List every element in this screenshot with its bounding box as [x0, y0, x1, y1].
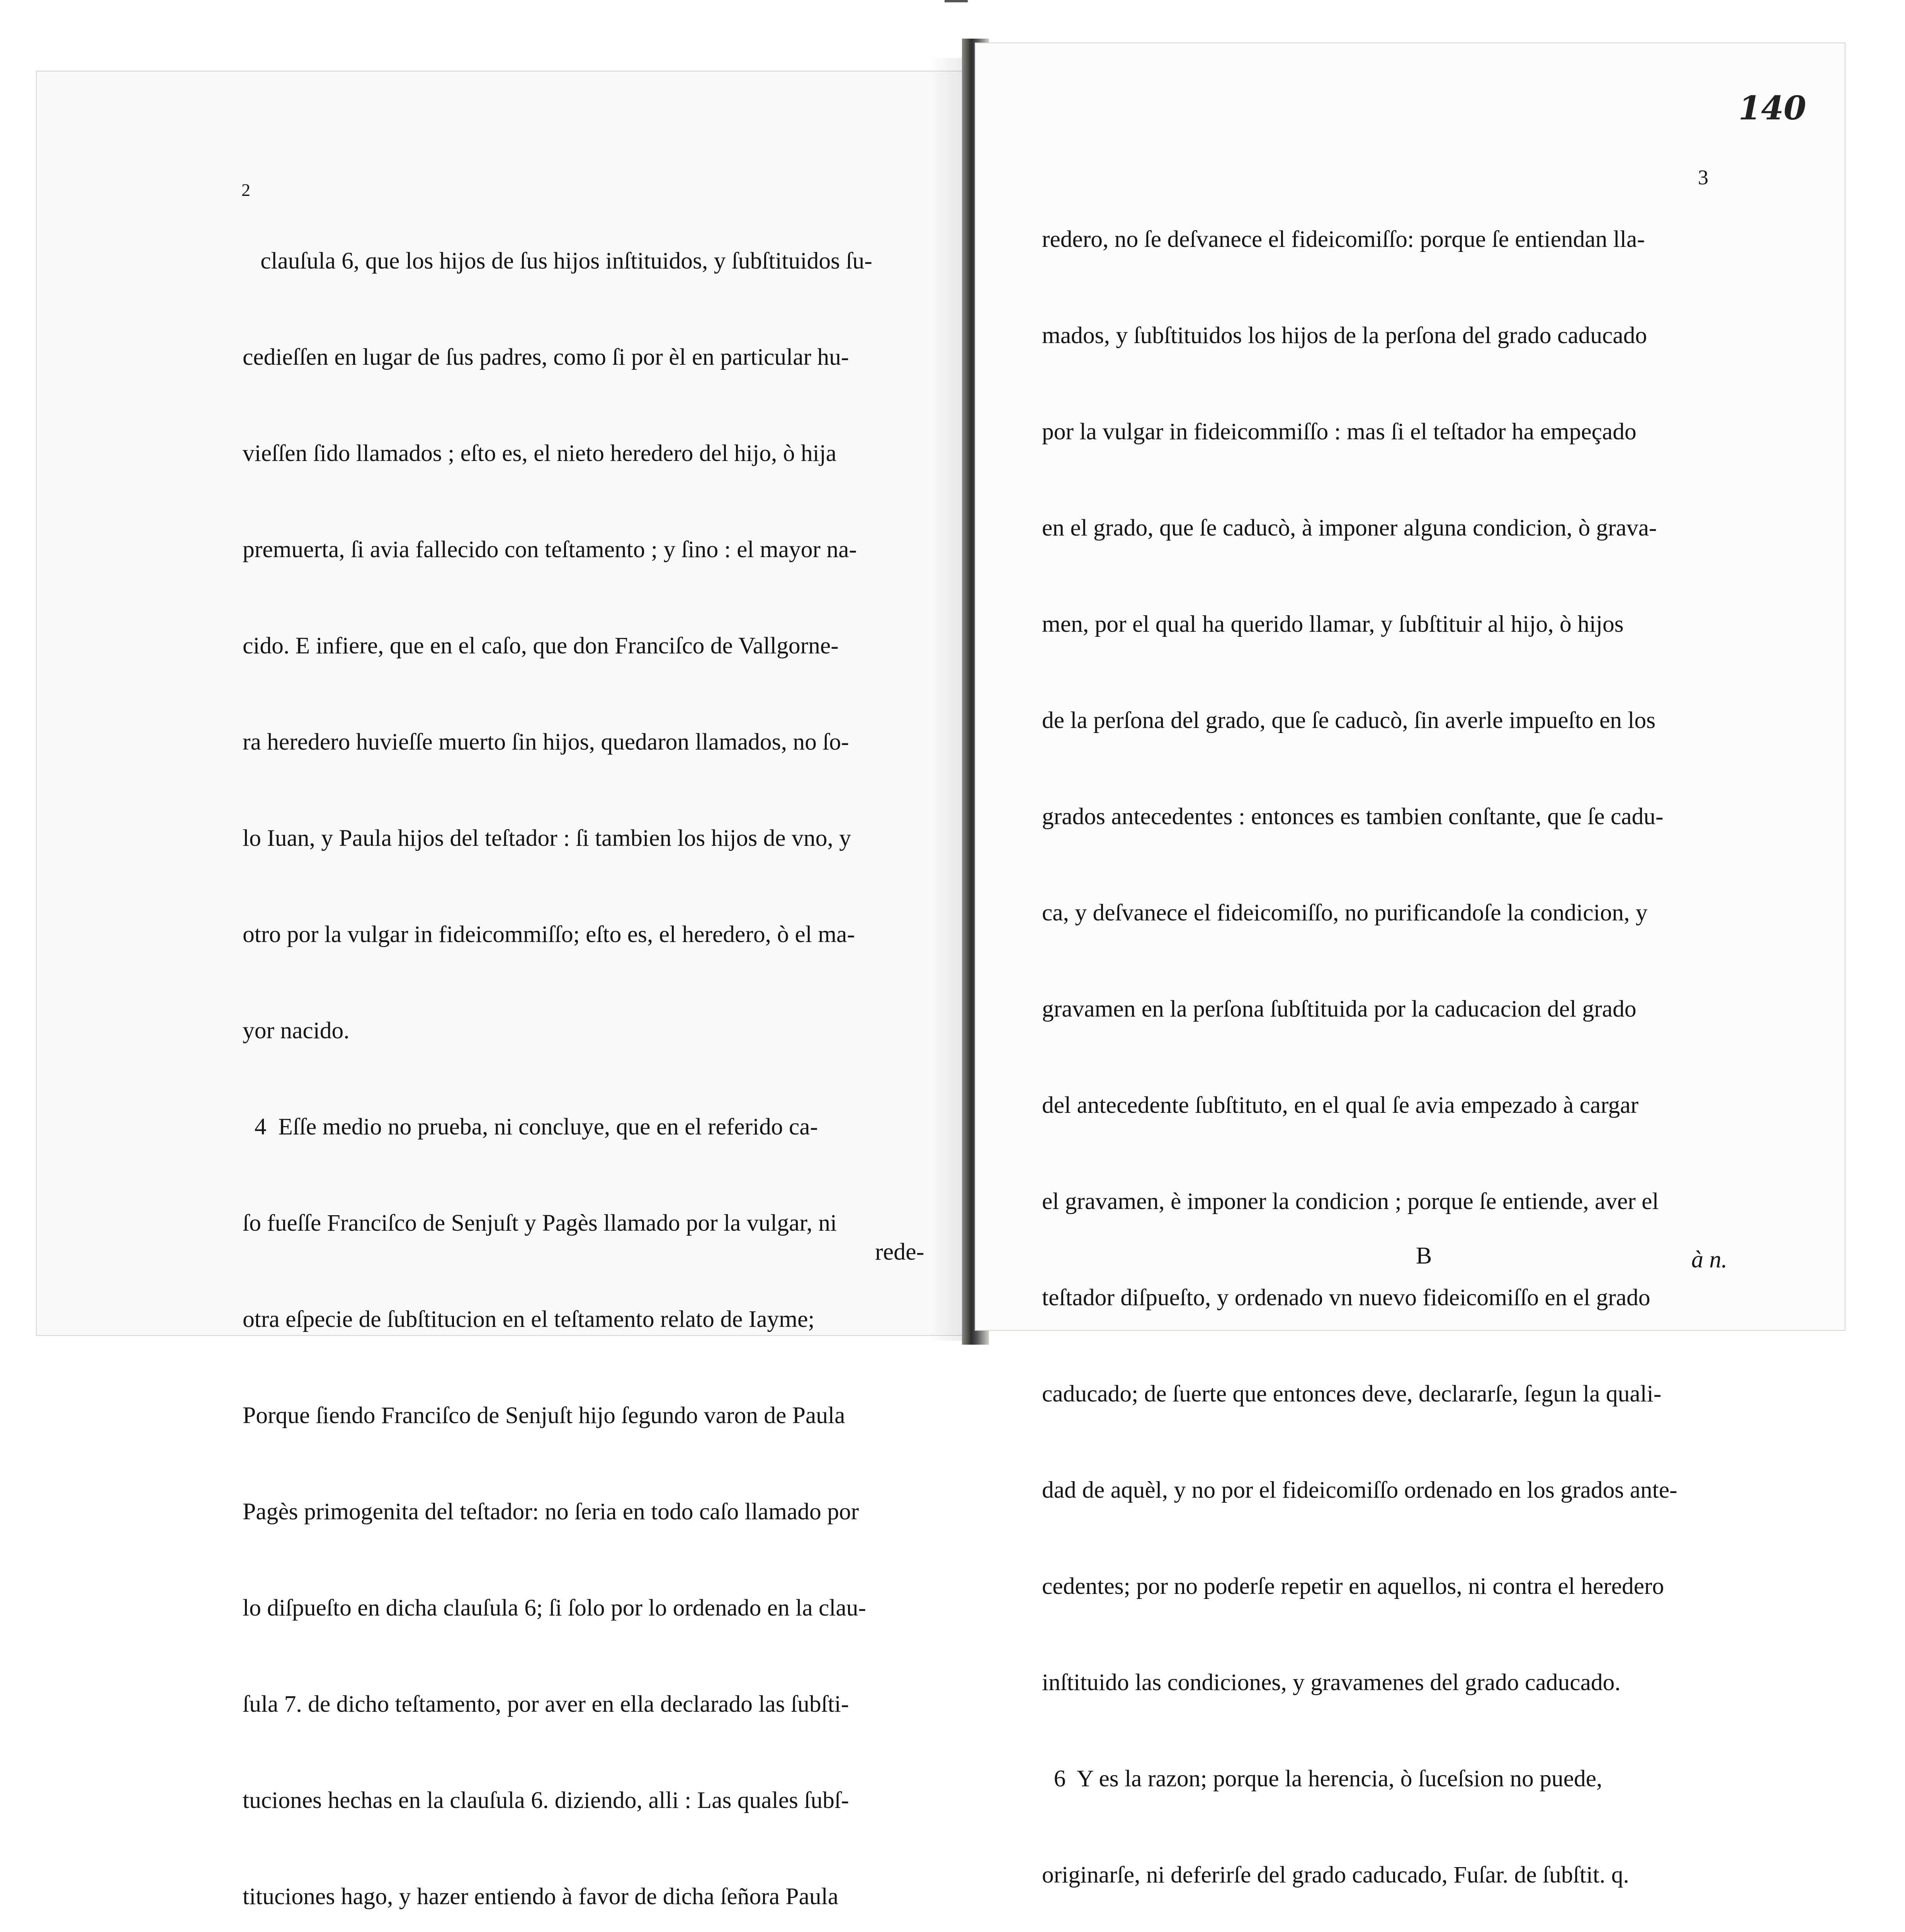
- top-edge-mark: [945, 0, 968, 2]
- handwritten-folio-number: 140: [1738, 89, 1806, 127]
- text-line: yor nacido.: [243, 1017, 350, 1044]
- text-line: mados, y ſubſtituidos los hijos de la perſona del grado caducado: [1042, 322, 1647, 349]
- text-line: clauſula 6, que los hijos de ſus hijos inſtituidos, y ſubſtituidos ſu-: [243, 248, 872, 274]
- text-line: por la vulgar in fideicommiſſo : mas ſi el teſtador ha empeçado: [1042, 418, 1636, 445]
- left-page-catchword: rede-: [875, 1239, 924, 1265]
- text-line: Porque ſiendo Franciſco de Senjuſt hijo ſegundo varon de Paula: [243, 1402, 845, 1429]
- text-line: 6 Y es la razon; porque la herencia, ò ſuceſsion no puede,: [1042, 1765, 1603, 1792]
- text-line: ra heredero huvieſſe muerto ſin hijos, quedaron llamados, no ſo-: [243, 729, 849, 755]
- text-line: ſo fueſſe Franciſco de Senjuſt y Pagès llamado por la vulgar, ni: [243, 1210, 837, 1236]
- text-line: cedieſſen en lugar de ſus padres, como ſi por èl en particular hu-: [243, 344, 849, 370]
- text-line: ſula 7. de dicho teſtamento, por aver en ella declarado las ſubſti-: [243, 1691, 849, 1717]
- left-page-number: 2: [241, 180, 250, 200]
- right-page-catchword: à n.: [1691, 1247, 1727, 1273]
- text-line: men, por el qual ha querido llamar, y ſubſtituir al hijo, ò hijos: [1042, 611, 1624, 637]
- text-line: inſtituido las condiciones, y gravamenes del grado caducado.: [1042, 1669, 1621, 1696]
- text-line: de la perſona del grado, que ſe caducò, ſin averle impueſto en los: [1042, 707, 1656, 733]
- text-line: ca, y deſvanece el fideicomiſſo, no purificandoſe la condicion, y: [1042, 900, 1648, 926]
- text-line: grados antecedentes : entonces es tambien conſtante, que ſe cadu-: [1042, 803, 1664, 830]
- signature-mark: B: [1416, 1243, 1432, 1269]
- text-line: lo diſpueſto en dicha clauſula 6; ſi ſolo por lo ordenado en la clau-: [243, 1595, 866, 1621]
- text-line: lo Iuan, y Paula hijos del teſtador : ſi tambien los hijos de vno, y: [243, 825, 851, 851]
- text-line: en el grado, que ſe caducò, à imponer alguna condicion, ò grava-: [1042, 515, 1657, 541]
- text-line: redero, no ſe deſvanece el fideicomiſſo: porque ſe entiendan lla-: [1042, 226, 1645, 252]
- text-line: del antecedente ſubſtituto, en el qual ſe avia empezado à cargar: [1042, 1092, 1639, 1118]
- text-line: cido. E infiere, que en el caſo, que don Franciſco de Vallgorne-: [243, 633, 839, 659]
- right-page-number: 3: [1698, 166, 1708, 189]
- text-line: premuerta, ſi avia fallecido con teſtamento ; y ſino : el mayor na-: [243, 536, 857, 563]
- text-line: gravamen en la perſona ſubſtituida por la caducacion del grado: [1042, 996, 1636, 1022]
- text-line: Pagès primogenita del teſtador: no ſeria en todo caſo llamado por: [243, 1498, 859, 1525]
- text-line: tituciones hago, y hazer entiendo à favor de dicha ſeñora Paula: [243, 1883, 839, 1910]
- text-line: cedentes; por no poderſe repetir en aquellos, ni contra el heredero: [1042, 1573, 1664, 1599]
- left-page-fold-shade: [929, 58, 964, 1341]
- left-page-text: [243, 181, 872, 1932]
- right-page-text: [1042, 159, 1682, 1932]
- text-line: teſtador diſpueſto, y ordenado vn nuevo fideicomiſſo en el grado: [1042, 1284, 1650, 1311]
- text-line: vieſſen ſido llamados ; eſto es, el nieto heredero del hijo, ò hija: [243, 440, 837, 466]
- text-line: caducado; de ſuerte que entonces deve, declararſe, ſegun la quali-: [1042, 1381, 1662, 1407]
- text-line: originarſe, ni deferirſe del grado caducado, Fuſar. de ſubſtit. q.: [1042, 1862, 1629, 1888]
- text-line: tuciones hechas en la clauſula 6. diziendo, alli : Las quales ſubſ-: [243, 1787, 849, 1813]
- text-line: otra eſpecie de ſubſtitucion en el teſtamento relato de Iayme;: [243, 1306, 815, 1332]
- text-line: otro por la vulgar in fideicommiſſo; eſto es, el heredero, ò el ma-: [243, 921, 855, 947]
- text-line: el gravamen, è imponer la condicion ; porque ſe entiende, aver el: [1042, 1188, 1659, 1214]
- text-line: 4 Eſſe medio no prueba, ni concluye, que en el referido ca-: [243, 1114, 818, 1140]
- text-line: dad de aquèl, y no por el fideicomiſſo ordenado en los grados ante-: [1042, 1477, 1677, 1503]
